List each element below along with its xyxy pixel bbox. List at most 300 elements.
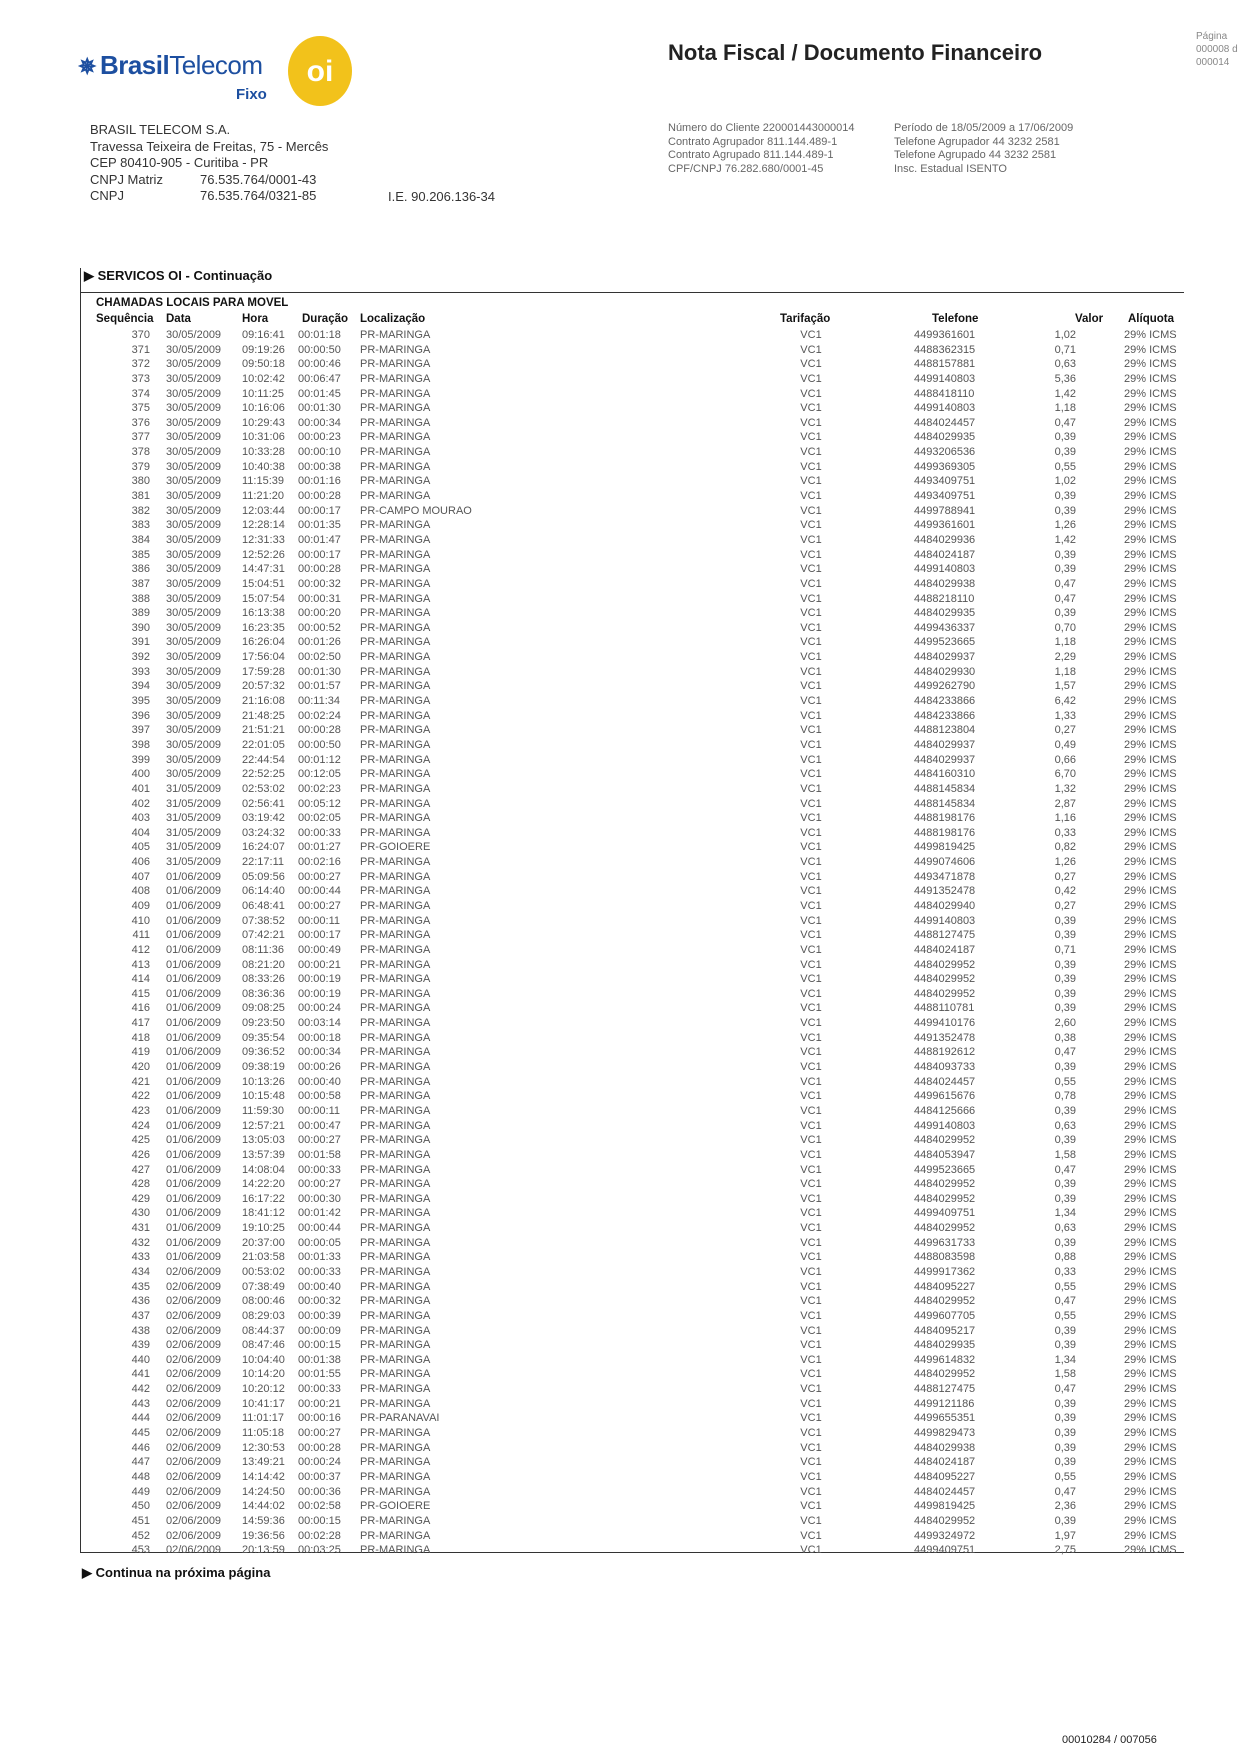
cell-telefone: 4488362315 [914,343,976,356]
cell-telefone: 4484024187 [914,548,976,561]
company-cnpj-matriz [90,172,328,189]
cell-hora: 09:19:26 [242,343,285,356]
cell-data: 01/06/2009 [166,1061,222,1074]
cell-data: 02/06/2009 [166,1383,222,1396]
cell-duracao: 00:00:37 [298,1470,341,1483]
cell-seq: 425 [131,1134,150,1147]
table-row [0,958,1248,973]
cell-tarifacao: VC1 [800,402,822,415]
cell-seq: 381 [131,490,150,503]
cell-localizacao: PR-MARINGA [360,782,431,795]
table-row [0,1455,1248,1470]
cell-data: 30/05/2009 [166,533,222,546]
cell-localizacao: PR-MARINGA [360,973,431,986]
cell-data: 30/05/2009 [166,548,222,561]
cell-localizacao: PR-MARINGA [360,1353,431,1366]
cell-seq: 448 [131,1470,150,1483]
cell-duracao: 00:00:47 [298,1119,341,1132]
cell-aliquota: 29% ICMS [1124,329,1177,341]
cell-data: 30/05/2009 [166,651,222,664]
cell-tarifacao: VC1 [800,1485,822,1498]
cell-seq: 413 [131,958,150,971]
cell-data: 30/05/2009 [166,519,222,532]
cell-aliquota: 29% ICMS [1124,651,1177,664]
cell-data: 01/06/2009 [166,958,222,971]
page-line-1: 000008 d [1196,44,1238,55]
table-row [0,679,1248,694]
cell-data: 30/05/2009 [166,358,222,371]
cell-aliquota: 29% ICMS [1124,1178,1177,1191]
table-row [0,489,1248,504]
cell-valor: 1,57 [1054,680,1076,693]
cell-hora: 09:08:25 [242,1002,285,1015]
cell-aliquota: 29% ICMS [1124,504,1177,517]
section-title-text: SERVICOS OI - Continuação [97,268,273,283]
cell-localizacao: PR-MARINGA [360,475,431,488]
cell-tarifacao: VC1 [800,621,822,634]
cell-tarifacao: VC1 [800,1456,822,1469]
cell-valor: 0,27 [1054,724,1076,737]
cell-telefone: 4499917362 [914,1266,976,1278]
client-info-right [894,122,1073,176]
cell-aliquota: 29% ICMS [1124,797,1177,810]
cell-duracao: 00:00:38 [298,460,341,473]
cell-valor: 0,39 [1054,607,1076,620]
cell-seq: 417 [131,1017,150,1030]
cell-duracao: 00:00:15 [298,1339,341,1352]
cell-seq: 392 [131,651,150,664]
cell-aliquota: 29% ICMS [1124,1075,1177,1088]
cell-tarifacao: VC1 [800,1427,822,1440]
cell-localizacao: PR-MARINGA [360,636,431,649]
cell-duracao: 00:00:20 [298,607,341,620]
cell-hora: 10:11:25 [242,387,285,400]
cell-aliquota: 29% ICMS [1124,973,1177,986]
cell-localizacao: PR-MARINGA [360,329,431,341]
table-row [0,1250,1248,1265]
cell-tarifacao: VC1 [800,1236,822,1249]
cell-data: 02/06/2009 [166,1309,222,1322]
cell-localizacao: PR-MARINGA [360,856,431,869]
cell-data: 02/06/2009 [166,1544,222,1557]
cell-aliquota: 29% ICMS [1124,812,1177,825]
cell-hora: 09:50:18 [242,358,285,371]
cell-data: 30/05/2009 [166,709,222,722]
table-row [0,343,1248,358]
cell-valor: 0,39 [1054,1324,1076,1337]
cell-localizacao: PR-MARINGA [360,665,431,678]
table-row [0,635,1248,650]
cell-tarifacao: VC1 [800,1295,822,1308]
cell-telefone: 4499140803 [914,372,976,385]
cell-localizacao: PR-MARINGA [360,1441,431,1454]
oi-logo-text: oi [306,55,334,88]
cell-telefone: 4493206536 [914,446,976,459]
cell-hora: 05:09:56 [242,870,285,883]
cell-seq: 430 [131,1207,150,1220]
cell-data: 30/05/2009 [166,329,222,341]
cell-aliquota: 29% ICMS [1124,753,1177,766]
cell-telefone: 4499369305 [914,460,976,473]
cell-telefone: 4484095227 [914,1280,976,1293]
cell-valor: 0,55 [1054,460,1076,473]
cell-data: 30/05/2009 [166,490,222,503]
cell-seq: 402 [131,797,150,810]
cell-hora: 21:51:21 [242,724,285,737]
cell-tarifacao: VC1 [800,812,822,825]
insc-estadual: Insc. Estadual ISENTO [894,162,1007,175]
cell-data: 31/05/2009 [166,782,222,795]
cell-aliquota: 29% ICMS [1124,1514,1177,1527]
cell-localizacao: PR-MARINGA [360,1134,431,1147]
cell-localizacao: PR-MARINGA [360,724,431,737]
cell-valor: 0,39 [1054,1104,1076,1117]
cell-data: 02/06/2009 [166,1353,222,1366]
cell-valor: 1,18 [1054,636,1076,649]
cell-data: 02/06/2009 [166,1529,222,1542]
cell-localizacao: PR-MARINGA [360,446,431,459]
cell-seq: 423 [131,1104,150,1117]
cell-seq: 445 [131,1427,150,1440]
table-row [0,562,1248,577]
cell-valor: 0,39 [1054,1441,1076,1454]
cell-aliquota: 29% ICMS [1124,519,1177,532]
cell-duracao: 00:00:10 [298,446,341,459]
cell-valor: 6,42 [1054,695,1076,708]
cell-aliquota: 29% ICMS [1124,870,1177,883]
cell-telefone: 4499819425 [914,841,976,854]
cell-hora: 08:44:37 [242,1324,285,1337]
cell-valor: 0,47 [1054,592,1076,605]
table-row [0,738,1248,753]
cell-aliquota: 29% ICMS [1124,607,1177,620]
cell-duracao: 00:01:45 [298,387,341,400]
cell-tarifacao: VC1 [800,490,822,503]
cell-duracao: 00:02:50 [298,651,341,664]
cell-hora: 20:57:32 [242,680,285,693]
table-row [0,1485,1248,1500]
cell-hora: 21:48:25 [242,709,285,722]
cell-localizacao: PR-MARINGA [360,1339,431,1352]
cell-localizacao: PR-MARINGA [360,1324,431,1337]
cell-aliquota: 29% ICMS [1124,1222,1177,1235]
cell-seq: 376 [131,416,150,429]
table-row [0,1338,1248,1353]
table-row [0,1411,1248,1426]
cell-aliquota: 29% ICMS [1124,1236,1177,1249]
cell-tarifacao: VC1 [800,899,822,912]
cell-aliquota: 29% ICMS [1124,592,1177,605]
cell-data: 30/05/2009 [166,577,222,590]
cell-hora: 17:59:28 [242,665,285,678]
cell-tarifacao: VC1 [800,1339,822,1352]
cell-aliquota: 29% ICMS [1124,1309,1177,1322]
table-row [0,943,1248,958]
cell-telefone: 4484029952 [914,987,976,1000]
cell-hora: 10:15:48 [242,1090,285,1103]
cell-hora: 10:02:42 [242,372,285,385]
cell-duracao: 00:00:26 [298,1061,341,1074]
cell-valor: 1,02 [1054,475,1076,488]
cell-duracao: 00:00:40 [298,1280,341,1293]
table-row [0,416,1248,431]
cell-tarifacao: VC1 [800,372,822,385]
page-label: Página [1196,31,1228,42]
cell-telefone: 4484029940 [914,899,976,912]
cell-duracao: 00:00:44 [298,1222,341,1235]
cell-telefone: 4488418110 [914,387,975,400]
table-row [0,1367,1248,1382]
cell-valor: 0,78 [1054,1090,1076,1103]
cell-data: 01/06/2009 [166,1090,222,1103]
cell-tarifacao: VC1 [800,973,822,986]
cell-valor: 1,97 [1054,1529,1076,1542]
cell-valor: 2,29 [1054,651,1076,664]
cell-seq: 391 [131,636,150,649]
table-row [0,1163,1248,1178]
cell-seq: 386 [131,563,150,576]
cell-telefone: 4484093733 [914,1061,976,1074]
cell-data: 01/06/2009 [166,973,222,986]
cell-duracao: 00:00:33 [298,826,341,839]
cell-valor: 0,47 [1054,1485,1076,1498]
table-row [0,606,1248,621]
cell-hora: 10:40:38 [242,460,285,473]
cell-aliquota: 29% ICMS [1124,1031,1177,1044]
cell-data: 02/06/2009 [166,1266,222,1278]
cell-localizacao: PR-GOIOERE [360,841,431,854]
cell-telefone: 4484095217 [914,1324,976,1337]
cell-telefone: 4488123804 [914,724,976,737]
cell-seq: 379 [131,460,150,473]
cell-tarifacao: VC1 [800,1324,822,1337]
cell-aliquota: 29% ICMS [1124,387,1177,400]
cell-duracao: 00:00:52 [298,621,341,634]
table-row [0,753,1248,768]
cell-localizacao: PR-MARINGA [360,1163,431,1176]
cell-tarifacao: VC1 [800,431,822,444]
cell-localizacao: PR-MARINGA [360,709,431,722]
cell-telefone: 4499523665 [914,636,976,649]
cell-hora: 20:37:00 [242,1236,285,1249]
cell-aliquota: 29% ICMS [1124,914,1177,927]
table-row [0,1045,1248,1060]
cell-tarifacao: VC1 [800,1368,822,1381]
cell-data: 01/06/2009 [166,1236,222,1249]
cell-data: 02/06/2009 [166,1500,222,1513]
table-row [0,1324,1248,1339]
cell-hora: 13:57:39 [242,1148,285,1161]
brand-sub: Fixo [236,86,267,103]
cell-localizacao: PR-MARINGA [360,797,431,810]
cnpj-label: CNPJ [90,188,124,203]
cell-hora: 10:31:06 [242,431,285,444]
cell-seq: 388 [131,592,150,605]
cell-seq: 406 [131,856,150,869]
cell-data: 02/06/2009 [166,1485,222,1498]
cell-data: 30/05/2009 [166,724,222,737]
cell-aliquota: 29% ICMS [1124,1251,1177,1264]
cell-aliquota: 29% ICMS [1124,1397,1177,1410]
cell-localizacao: PR-MARINGA [360,548,431,561]
cell-localizacao: PR-MARINGA [360,1148,431,1161]
cell-valor: 0,55 [1054,1075,1076,1088]
cell-tarifacao: VC1 [800,1031,822,1044]
brand-name-light: Telecom [169,50,263,80]
cell-duracao: 00:00:34 [298,416,341,429]
cell-aliquota: 29% ICMS [1124,1500,1177,1513]
cell-tarifacao: VC1 [800,592,822,605]
cell-telefone: 4484029937 [914,738,976,751]
cell-telefone: 4493409751 [914,475,976,488]
cell-aliquota: 29% ICMS [1124,636,1177,649]
table-row [0,357,1248,372]
cell-tarifacao: VC1 [800,856,822,869]
cell-seq: 418 [131,1031,150,1044]
cell-aliquota: 29% ICMS [1124,958,1177,971]
continue-note [82,1565,270,1581]
cell-seq: 421 [131,1075,150,1088]
cell-telefone: 4484029930 [914,665,976,678]
cell-data: 01/06/2009 [166,1222,222,1235]
cell-tarifacao: VC1 [800,1046,822,1059]
cell-aliquota: 29% ICMS [1124,1163,1177,1176]
cell-localizacao: PR-MARINGA [360,1470,431,1483]
table-row [0,592,1248,607]
cell-seq: 446 [131,1441,150,1454]
cell-valor: 2,87 [1054,797,1076,810]
cell-aliquota: 29% ICMS [1124,416,1177,429]
cell-data: 30/05/2009 [166,636,222,649]
section-divider [80,292,1184,293]
cell-duracao: 00:00:05 [298,1236,341,1249]
cell-localizacao: PR-MARINGA [360,1075,431,1088]
table-row [0,1441,1248,1456]
table-row [0,1236,1248,1251]
cell-valor: 1,16 [1054,812,1076,825]
cell-seq: 435 [131,1280,150,1293]
cell-localizacao: PR-MARINGA [360,1427,431,1440]
brand-name-bold: Brasil [99,50,170,80]
table-row [0,1529,1248,1544]
cell-aliquota: 29% ICMS [1124,709,1177,722]
cell-tarifacao: VC1 [800,1017,822,1030]
cell-hora: 20:13:59 [242,1544,285,1557]
cell-seq: 420 [131,1061,150,1074]
cell-data: 31/05/2009 [166,797,222,810]
cell-data: 01/06/2009 [166,1119,222,1132]
cell-seq: 404 [131,826,150,839]
cell-hora: 22:17:11 [242,856,285,869]
table-row [0,709,1248,724]
contrato-agrupador: Contrato Agrupador 811.144.489-1 [668,135,838,148]
cell-hora: 17:56:04 [242,651,285,664]
company-cep: CEP 80410-905 - Curitiba - PR [90,155,269,170]
table-row [0,328,1248,343]
cell-valor: 0,47 [1054,416,1076,429]
cell-aliquota: 29% ICMS [1124,1485,1177,1498]
cell-tarifacao: VC1 [800,358,822,371]
cell-aliquota: 29% ICMS [1124,460,1177,473]
cell-telefone: 4484029935 [914,431,976,444]
cell-duracao: 00:00:50 [298,343,341,356]
cell-aliquota: 29% ICMS [1124,1383,1177,1396]
cell-valor: 1,34 [1054,1207,1076,1220]
cell-localizacao: PR-MARINGA [360,1251,431,1264]
cell-seq: 422 [131,1090,150,1103]
cell-aliquota: 29% ICMS [1124,1119,1177,1132]
cell-localizacao: PR-MARINGA [360,402,431,415]
cell-duracao: 00:02:58 [298,1500,341,1513]
cell-duracao: 00:01:30 [298,665,341,678]
cell-localizacao: PR-MARINGA [360,1529,431,1542]
cell-tarifacao: VC1 [800,1090,822,1103]
cell-seq: 389 [131,607,150,620]
cell-aliquota: 29% ICMS [1124,1427,1177,1440]
cell-aliquota: 29% ICMS [1124,1412,1177,1425]
cell-data: 30/05/2009 [166,460,222,473]
table-row [0,1265,1248,1280]
cell-tarifacao: VC1 [800,1134,822,1147]
cell-duracao: 00:02:05 [298,812,341,825]
table-row [0,870,1248,885]
cell-valor: 0,88 [1054,1251,1076,1264]
cell-duracao: 00:02:24 [298,709,341,722]
cell-telefone: 4488145834 [914,782,976,795]
table-row [0,1514,1248,1529]
cell-localizacao: PR-MARINGA [360,680,431,693]
cell-data: 01/06/2009 [166,899,222,912]
cell-telefone: 4484233866 [914,709,976,722]
cell-tarifacao: VC1 [800,504,822,517]
table-row [0,430,1248,445]
table-row [0,1221,1248,1236]
cell-aliquota: 29% ICMS [1124,885,1177,898]
cell-seq: 433 [131,1251,150,1264]
cell-hora: 22:44:54 [242,753,285,766]
cell-seq: 373 [131,372,150,385]
cell-valor: 1,18 [1054,402,1076,415]
cell-data: 02/06/2009 [166,1324,222,1337]
cell-duracao: 00:01:47 [298,533,341,546]
cell-telefone: 4488157881 [914,358,976,371]
cell-localizacao: PR-GOIOERE [360,1500,431,1513]
cell-seq: 378 [131,446,150,459]
cell-data: 01/06/2009 [166,929,222,942]
table-row [0,1104,1248,1119]
cell-hora: 08:36:36 [242,987,285,1000]
cell-hora: 11:21:20 [242,490,285,503]
cell-duracao: 00:01:35 [298,519,341,532]
table-row [0,1280,1248,1295]
table-row [0,1060,1248,1075]
cell-data: 01/06/2009 [166,885,222,898]
cell-duracao: 00:00:24 [298,1456,341,1469]
cell-data: 30/05/2009 [166,402,222,415]
cell-data: 31/05/2009 [166,841,222,854]
cell-localizacao: PR-MARINGA [360,1236,431,1249]
cell-hora: 14:14:42 [242,1470,285,1483]
cell-localizacao: PR-MARINGA [360,1002,431,1015]
cell-telefone: 4493471878 [914,870,976,883]
cell-hora: 10:13:26 [242,1075,285,1088]
cell-data: 30/05/2009 [166,475,222,488]
cell-data: 30/05/2009 [166,665,222,678]
cell-localizacao: PR-MARINGA [360,1383,431,1396]
cell-aliquota: 29% ICMS [1124,402,1177,415]
cell-valor: 0,39 [1054,958,1076,971]
table-row [0,445,1248,460]
